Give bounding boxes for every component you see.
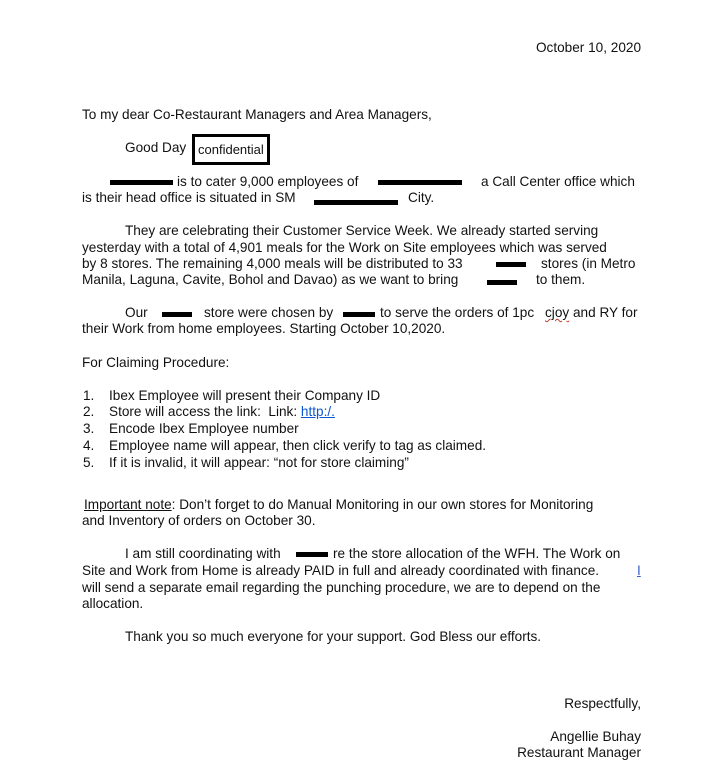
para4-part-b: re the store allocation of the WFH. The Work on [333, 546, 621, 561]
list-item [83, 438, 643, 454]
para4-line4: allocation. [82, 596, 144, 611]
procedure-heading: For Claiming Procedure: [82, 355, 230, 370]
list-item [83, 455, 643, 471]
salutation: To my dear Co-Restaurant Managers and Area Managers, [82, 107, 432, 122]
list-item [83, 421, 643, 437]
para3-our: Our [125, 305, 148, 320]
para1-part-a: is to cater 9,000 employees of [177, 174, 359, 189]
thanks-line: Thank you so much everyone for your support. God Bless our efforts. [125, 629, 542, 644]
redaction-bar [296, 552, 328, 557]
para3-part-c: and RY for [573, 305, 638, 320]
list-text: Encode Ibex Employee number [109, 421, 299, 436]
para2-line3-end: stores (in Metro [541, 256, 636, 271]
redaction-bar [314, 200, 398, 205]
signer-name: Angellie Buhay [550, 729, 641, 744]
para4-part-a: I am still coordinating with [125, 546, 281, 561]
redaction-bar [110, 180, 173, 185]
para1-part-d: City. [408, 190, 435, 205]
list-item [83, 404, 643, 420]
list-number: 1. [83, 388, 95, 403]
para2-line3: by 8 stores. The remaining 4,000 meals will be distributed to 33 [82, 256, 463, 271]
list-number: 2. [83, 404, 95, 419]
para2-line4: Manila, Laguna, Cavite, Bohol and Davao) as we want to bring [82, 272, 459, 287]
para2-line1: They are celebrating their Customer Service Week. We already started serving [125, 223, 599, 238]
procedure-list [83, 388, 643, 472]
important-note-text: : Don’t forget to do Manual Monitoring in our own stores for Monitoring [171, 497, 594, 512]
claim-link[interactable]: http:/. [300, 404, 335, 419]
closing: Respectfully, [564, 696, 641, 711]
greeting: Good Day [125, 140, 187, 155]
para3-part-b: to serve the orders of 1pc [380, 305, 535, 320]
para4-line2: Site and Work from Home is already PAID in full and already coordinated with finance. [82, 563, 600, 578]
para1-part-c: is their head office is situated in SM [82, 190, 296, 205]
para3-misspelled-word: cjoy [545, 305, 570, 320]
list-number: 5. [83, 455, 95, 470]
redaction-bar [162, 312, 192, 317]
para4-line2-mark: I [637, 563, 641, 578]
list-text: Ibex Employee will present their Company ID [109, 388, 381, 403]
redaction-bar [487, 280, 517, 285]
para2-line4-end: to them. [536, 272, 586, 287]
important-note-label: Important note [84, 497, 172, 512]
important-note-line1 [84, 497, 593, 514]
redaction-bar [496, 262, 526, 267]
para1-part-b: a Call Center office which [481, 174, 635, 189]
list-number: 4. [83, 438, 95, 453]
list-text [109, 404, 335, 421]
list-number: 3. [83, 421, 95, 436]
redaction-bar [343, 312, 375, 317]
para2-line2: yesterday with a total of 4,901 meals for the Work on Site employees which was served [82, 240, 607, 255]
para4-line3: will send a separate email regarding the punching procedure, we are to depend on the [82, 580, 601, 595]
redaction-bar [378, 180, 462, 185]
signer-title: Restaurant Manager [517, 745, 641, 760]
list-text-label: Store will access the link: Link: [109, 404, 301, 419]
para3-part-a: store were chosen by [204, 305, 334, 320]
list-text: Employee name will appear, then click verify to tag as claimed. [109, 438, 487, 453]
para3-line2: their Work from home employees. Starting October 10,2020. [82, 321, 446, 336]
list-text: If it is invalid, it will appear: “not for store claiming” [109, 455, 409, 470]
letter-date: October 10, 2020 [535, 40, 641, 55]
list-item [83, 388, 643, 404]
confidential-box [192, 134, 270, 165]
important-note-line2: and Inventory of orders on October 30. [82, 513, 316, 528]
confidential-label: confidential [198, 142, 264, 157]
